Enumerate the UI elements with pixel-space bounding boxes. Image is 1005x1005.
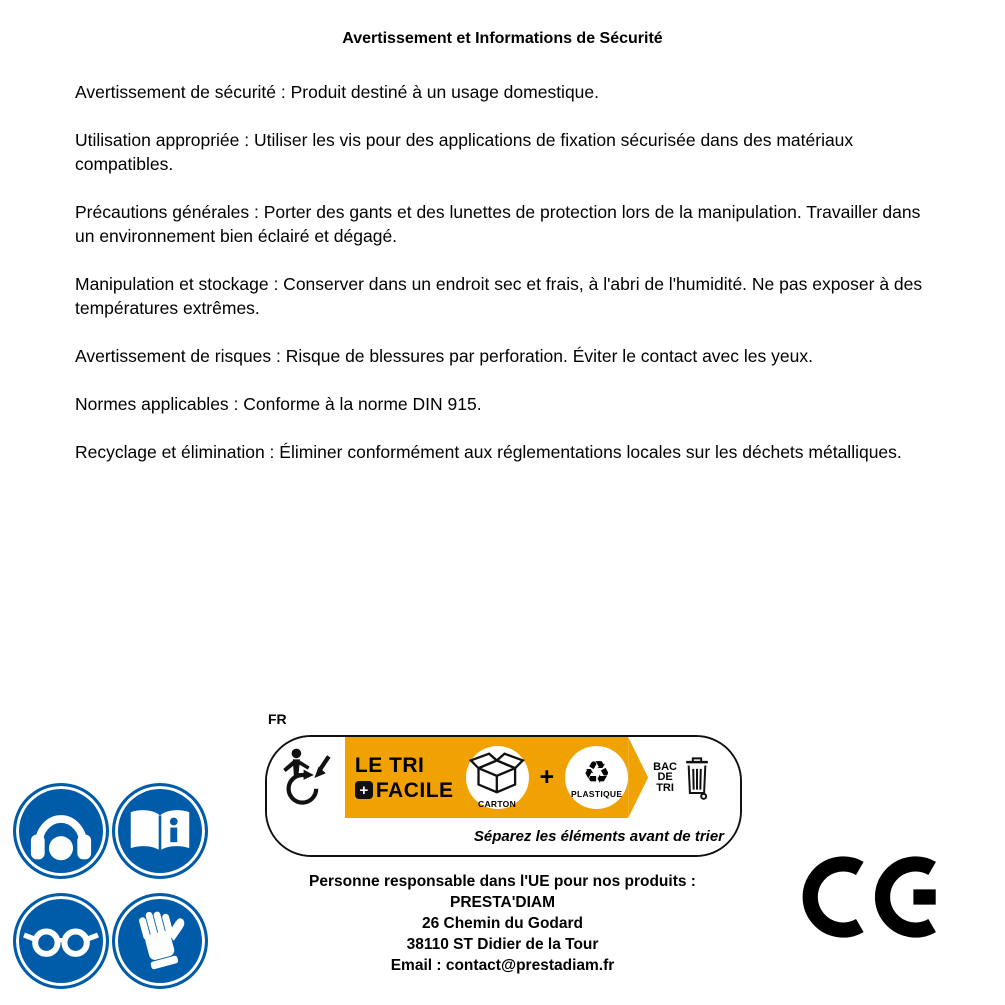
mandatory-pictograms xyxy=(13,783,208,989)
safety-paragraph: Précautions générales : Porter des gants et des lunettes de protection lors de la manipulation. Travailler dans un environnement bien éclairé et dégagé. xyxy=(75,202,921,246)
country-code-label: FR xyxy=(268,711,287,727)
sorting-tagline: Séparez les éléments avant de trier xyxy=(267,818,740,855)
le-tri-facile-logo xyxy=(355,755,454,801)
safety-paragraph: Recyclage et élimination : Éliminer conformément aux réglementations locales sur les déchets métalliques. xyxy=(75,442,902,462)
eye-protection-icon xyxy=(13,893,109,989)
contact-email: Email : contact@prestadiam.fr xyxy=(390,957,615,974)
recycling-triangle-icon: ♻ xyxy=(582,754,611,790)
info-tri-yellow-band xyxy=(345,737,628,818)
facile-text: FACILE xyxy=(375,778,454,802)
safety-paragraphs xyxy=(75,80,935,464)
ce-mark-icon xyxy=(800,850,950,944)
safety-paragraph: Utilisation appropriée : Utiliser les vis pour des applications de fixation sécurisée dans des matériaux compatibles. xyxy=(75,130,854,174)
carton-box-icon xyxy=(466,746,528,798)
plus-badge-icon: + xyxy=(355,781,373,799)
protective-gloves-icon xyxy=(112,893,208,989)
plastique-label: PLASTIQUE xyxy=(570,788,623,799)
safety-paragraph: Avertissement de risques : Risque de blessures par perforation. Éviter le contact avec les yeux. xyxy=(75,346,813,366)
info-tri-top-row xyxy=(267,737,740,818)
safety-paragraph: Avertissement de sécurité : Produit destiné à un usage domestique. xyxy=(75,82,600,102)
read-instructions-icon xyxy=(112,783,208,879)
le-tri-text: LE TRI xyxy=(354,753,425,777)
info-tri-label xyxy=(265,735,742,857)
bac-de-tri-text: BAC DE TRI xyxy=(653,760,677,794)
sorting-bin-icon xyxy=(682,755,712,801)
responsible-person-block xyxy=(240,871,765,976)
company-name: PRESTA'DIAM xyxy=(449,894,555,911)
material-carton xyxy=(466,746,529,809)
responsible-intro: Personne responsable dans l'UE pour nos produits : xyxy=(309,873,696,890)
safety-paragraph: Normes applicables : Conforme à la norme DIN 915. xyxy=(75,394,482,414)
material-plastique xyxy=(565,746,628,809)
plus-separator: + xyxy=(539,763,555,791)
sorting-bin-section xyxy=(628,737,740,818)
triman-recycling-icon xyxy=(267,737,345,818)
ear-protection-icon xyxy=(13,783,109,879)
address-street: 26 Chemin du Godard xyxy=(421,915,584,932)
address-city: 38110 ST Didier de la Tour xyxy=(406,936,599,953)
carton-label: CARTON xyxy=(478,799,517,809)
chevron-right-icon xyxy=(628,737,648,818)
page-title: Avertissement et Informations de Sécurité xyxy=(342,30,663,47)
safety-paragraph: Manipulation et stockage : Conserver dans un endroit sec et frais, à l'abri de l'humidité. Ne pas exposer à des températures extrêmes. xyxy=(75,274,923,318)
